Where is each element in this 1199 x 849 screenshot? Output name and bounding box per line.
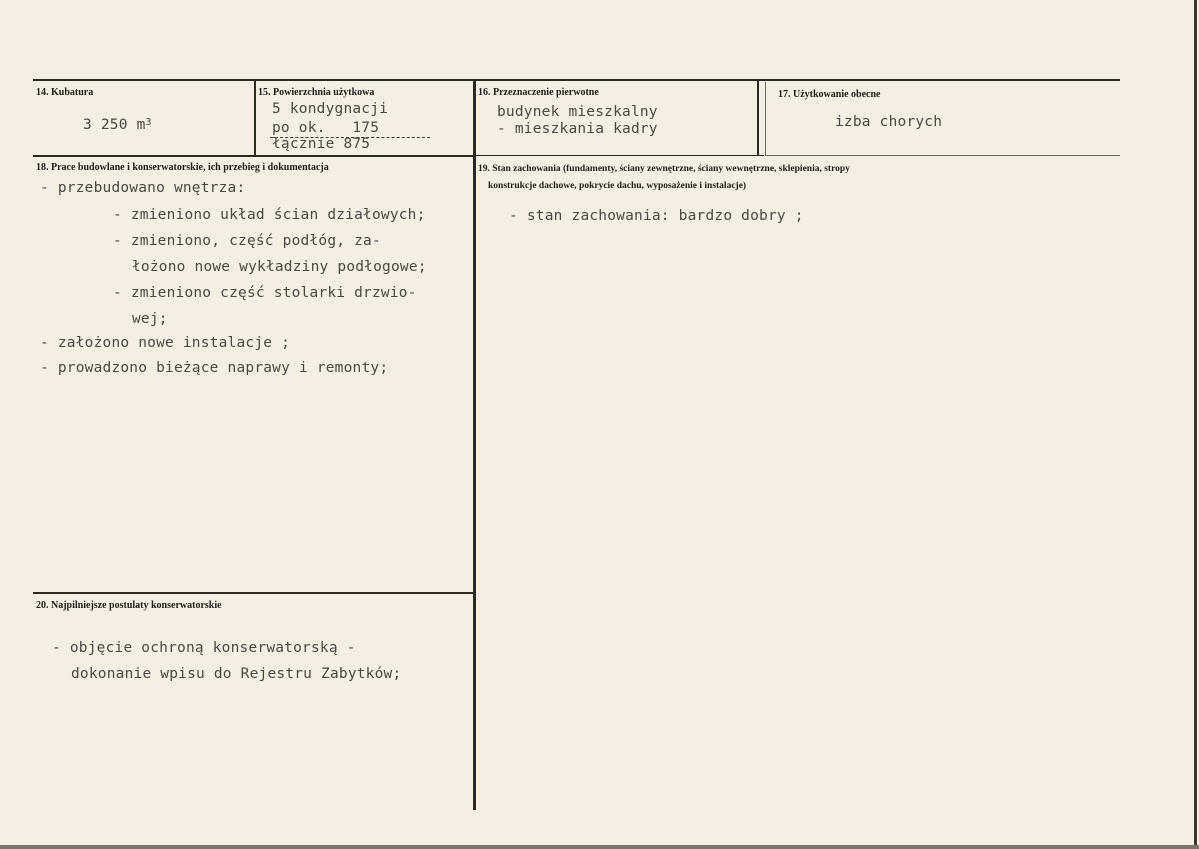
card-edge-right — [1194, 0, 1197, 849]
stan-label-line-2: konstrukcje dachowe, pokrycie dachu, wyposażenie i instalacje) — [488, 181, 747, 191]
przeznaczenie-line-1: budynek mieszkalny — [497, 104, 658, 120]
uzytkowanie-value: izba chorych — [835, 114, 943, 130]
postulaty-label: 20. Najpilniejsze postulaty konserwatorskie — [36, 600, 222, 611]
divider-col-2 — [473, 80, 476, 810]
header-rule-bottom — [33, 155, 473, 157]
kubatura-value — [83, 117, 152, 133]
powierzchnia-line-1: 5 kondygnacji — [272, 101, 389, 117]
prace-line-5: - zmieniono część stolarki drzwio- — [113, 285, 417, 301]
postulaty-line-1: - objęcie ochroną konserwatorską - — [52, 640, 356, 656]
powierzchnia-label: 15. Powierzchnia użytkowa — [258, 87, 375, 98]
prace-label: 18. Prace budowlane i konserwatorskie, ich przebieg i dokumentacja — [36, 162, 329, 173]
kubatura-label: 14. Kubatura — [36, 87, 94, 98]
card-edge-bottom — [0, 845, 1199, 849]
stan-value: - stan zachowania: bardzo dobry ; — [509, 208, 804, 224]
header-rule-top — [33, 79, 1120, 81]
divider-col-3 — [757, 80, 759, 156]
stan-label-line-1: 19. Stan zachowania (fundamenty, ściany zewnętrzne, ściany wewnętrzne, sklepienia, stropy — [478, 164, 850, 174]
header-rule-bottom-right — [474, 155, 764, 156]
prace-line-3: - zmieniono, część podłóg, za- — [113, 233, 381, 249]
prace-line-4: łożono nowe wykładziny podłogowe; — [132, 259, 427, 275]
prace-line-2: - zmieniono układ ścian działowych; — [113, 207, 426, 223]
przeznaczenie-label: 16. Przeznaczenie pierwotne — [478, 87, 599, 98]
section-20-rule — [33, 592, 473, 594]
prace-line-6: wej; — [132, 311, 168, 327]
prace-line-7: - założono nowe instalacje ; — [40, 335, 291, 351]
powierzchnia-line-2: po ok. 175 — [272, 120, 380, 136]
divider-col-3b — [765, 82, 766, 156]
powierzchnia-line-3: łącznie 875 — [272, 136, 371, 152]
postulaty-line-2: dokonanie wpisu do Rejestru Zabytków; — [71, 666, 402, 682]
kubatura-number: 3 250 m — [83, 117, 146, 133]
prace-line-8: - prowadzono bieżące naprawy i remonty; — [40, 360, 389, 376]
uzytkowanie-label: 17. Użytkowanie obecne — [778, 89, 881, 100]
header-rule-bottom-far — [766, 155, 1120, 156]
prace-line-1: - przebudowano wnętrza: — [40, 180, 246, 196]
przeznaczenie-line-2: - mieszkania kadry — [497, 121, 658, 137]
divider-col-1 — [254, 80, 256, 156]
kubatura-exponent: 3 — [145, 117, 152, 128]
